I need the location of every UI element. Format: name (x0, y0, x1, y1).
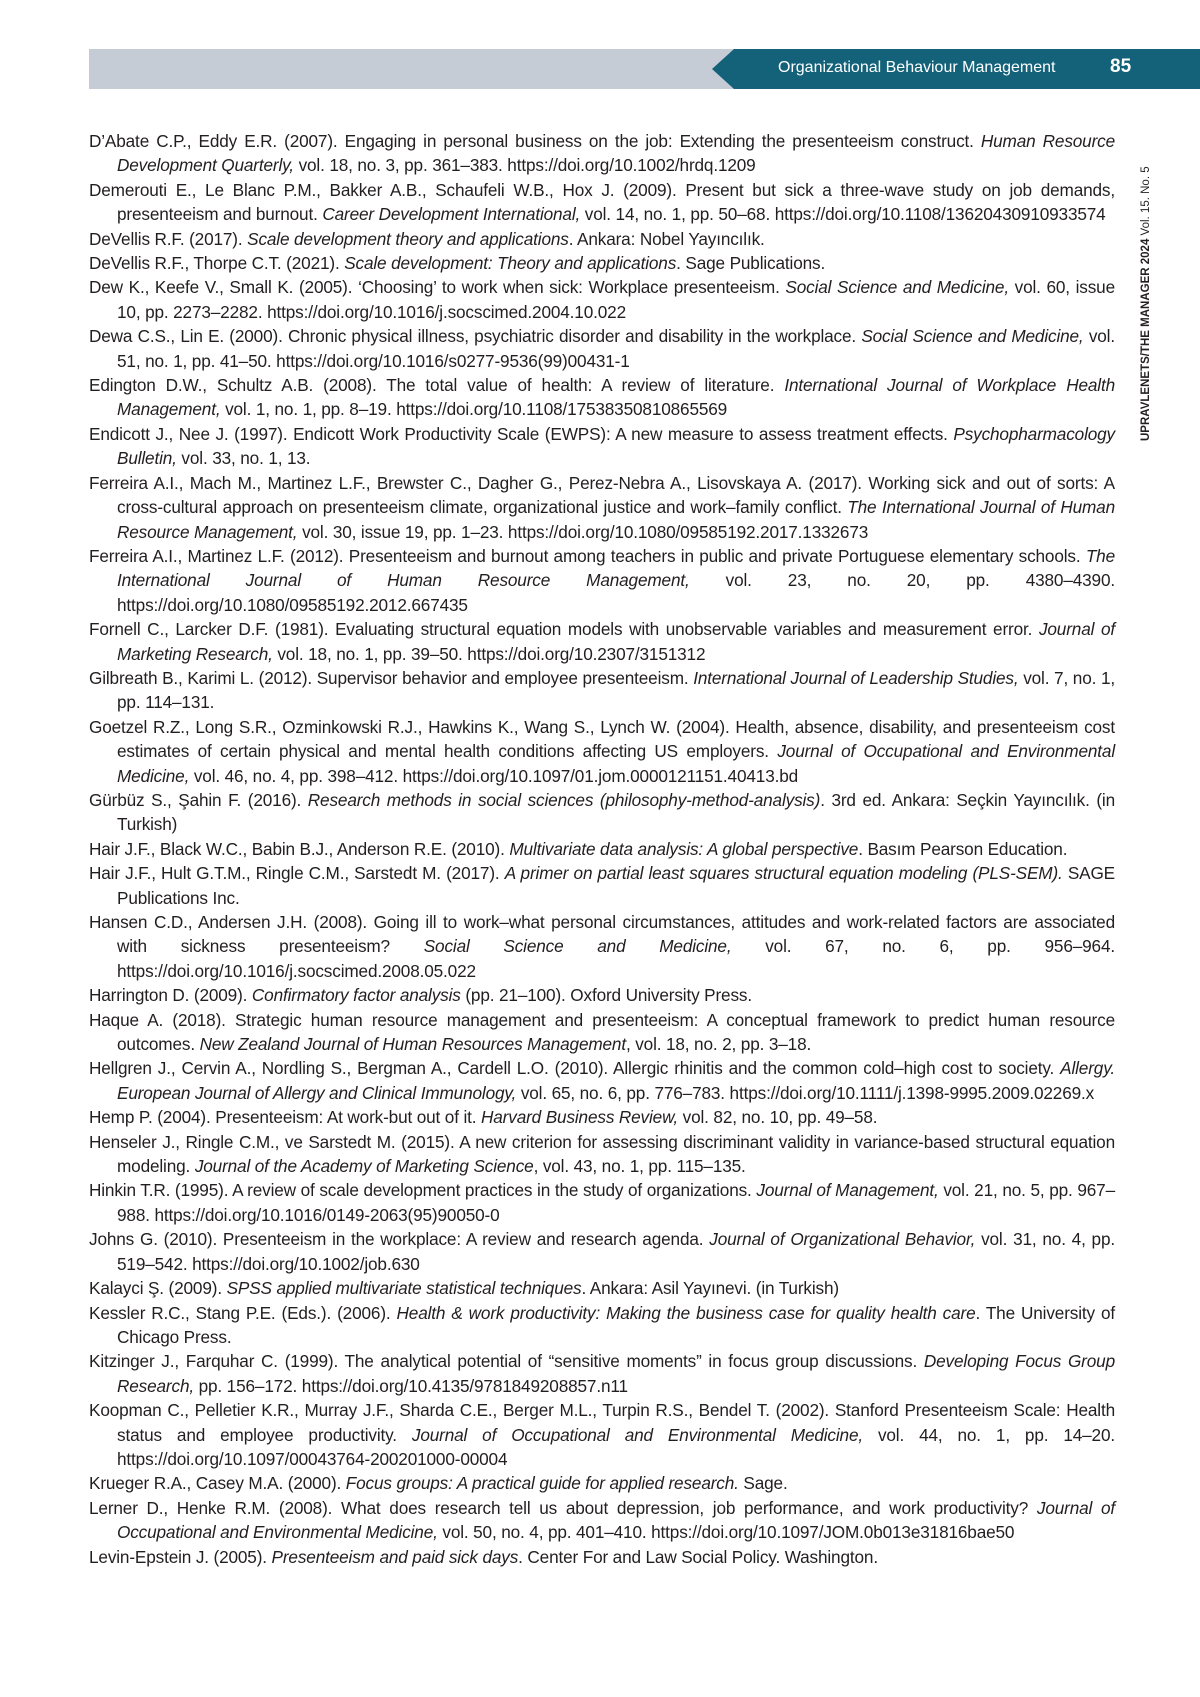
reference-details: . 3rd ed. Ankara: Seçkin Yayıncılık. (in Turkish) (117, 789, 1115, 835)
reference-source-title: Scale development: Theory and applications (344, 253, 677, 274)
reference-details: vol. 14, no. 1, pp. 50–68. https://doi.org/10.1108/13620430910933574 (580, 204, 1106, 225)
reference-text: Dew K., Keefe V., Small K. (2005). ‘Choosing’ to work when sick: Workplace presenteeism. (89, 277, 786, 298)
reference-text: Hellgren J., Cervin A., Nordling S., Bergman A., Cardell L.O. (2010). Allergic rhinitis and the common cold–high cost to society. (89, 1058, 1061, 1079)
reference-details: vol. 82, no. 10, pp. 49–58. (678, 1107, 878, 1128)
reference-item (89, 1496, 1115, 1545)
reference-item (89, 129, 1115, 178)
reference-source-title: Research methods in social sciences (philosophy-method-analysis) (307, 789, 821, 810)
reference-source-title: The International Journal of Human Resource Management, (117, 545, 1115, 591)
reference-details: . Ankara: Asil Yayınevi. (in Turkish) (581, 1278, 839, 1299)
reference-source-title: Focus groups: A practical guide for applied research. (345, 1473, 739, 1494)
running-head-title: Organizational Behaviour Management (778, 59, 1056, 76)
reference-text: Demerouti E., Le Blanc P.M., Bakker A.B., Schaufeli W.B., Hox J. (2009). Present but sick a three-wave study on job demands, presenteeism and burnout. (89, 179, 1115, 225)
reference-source-title: Presenteeism and paid sick days (271, 1546, 519, 1567)
reference-details: vol. 60, issue 10, pp. 2273–2282. https://doi.org/10.1016/j.socscimed.2004.10.022 (117, 277, 1115, 322)
reference-source-title: Social Science and Medicine, (423, 936, 732, 957)
reference-details: , vol. 18, no. 2, pp. 3–18. (625, 1034, 812, 1055)
reference-source-title: Multivariate data analysis: A global perspective (509, 838, 859, 859)
reference-item (89, 373, 1115, 422)
reference-item (89, 471, 1115, 544)
reference-item (89, 227, 1115, 251)
reference-details: vol. 7, no. 1, pp. 114–131. (117, 667, 1115, 713)
reference-details: vol. 33, no. 1, 13. (176, 448, 311, 469)
reference-text: DeVellis R.F. (2017). (89, 228, 248, 249)
reference-text: Gilbreath B., Karimi L. (2012). Supervisor behavior and employee presenteeism. (89, 667, 694, 688)
reference-text: Krueger R.A., Casey M.A. (2000). (89, 1473, 346, 1494)
reference-source-title: Journal of Organizational Behavior, (709, 1229, 976, 1250)
reference-text: Fornell C., Larcker D.F. (1981). Evaluating structural equation models with unobservable variables and measurement error. (89, 619, 1039, 640)
reference-item (89, 1178, 1115, 1227)
reference-text: Johns G. (2010). Presenteeism in the workplace: A review and research agenda. (89, 1229, 710, 1250)
reference-text: Gürbüz S., Şahin F. (2016). (89, 789, 308, 810)
reference-details: . The University of Chicago Press. (117, 1302, 1115, 1347)
reference-item (89, 1130, 1115, 1179)
reference-text: Ferreira A.I., Martinez L.F. (2012). Presenteeism and burnout among teachers in public and private Portuguese elementary schools. (89, 545, 1086, 566)
reference-source-title: International Journal of Workplace Health Management, (117, 375, 1115, 420)
reference-item (89, 983, 1115, 1007)
reference-source-title: Career Development International, (322, 204, 581, 225)
reference-text: Harrington D. (2009). (89, 985, 252, 1006)
reference-source-title: Health & work productivity: Making the business case for quality health care (396, 1302, 976, 1323)
reference-details: vol. 31, no. 4, pp. 519–542. https://doi.org/10.1002/job.630 (117, 1229, 1116, 1274)
reference-text: D’Abate C.P., Eddy E.R. (2007). Engaging in personal business on the job: Extending the presenteeism construct. (89, 131, 981, 151)
reference-source-title: New Zealand Journal of Human Resources Management (199, 1034, 626, 1055)
reference-text: Hair J.F., Hult G.T.M., Ringle C.M., Sarstedt M. (2017). (89, 863, 505, 884)
reference-details: . Basım Pearson Education. (858, 838, 1068, 859)
reference-item (89, 1227, 1115, 1276)
reference-details: vol. 44, no. 1, pp. 14–20. https://doi.org/10.1097/00043764-200201000-00004 (117, 1424, 1116, 1469)
reference-item (89, 251, 1115, 275)
reference-details: pp. 156–172. https://doi.org/10.4135/9781849208857.n11 (193, 1375, 628, 1396)
reference-details: . Ankara: Nobel Yayıncılık. (568, 228, 765, 249)
reference-item (89, 1349, 1115, 1398)
reference-source-title: Journal of Occupational and Environmental Medicine, (411, 1424, 863, 1445)
reference-details: vol. 67, no. 6, pp. 956–964. https://doi.org/10.1016/j.socscimed.2008.05.022 (117, 936, 1115, 981)
reference-item (89, 1276, 1115, 1300)
reference-source-title: Human Resource Development Quarterly, (117, 131, 1116, 176)
reference-details: vol. 46, no. 4, pp. 398–412. https://doi.org/10.1097/01.jom.0000121151.40413.bd (189, 765, 799, 786)
reference-item (89, 1008, 1115, 1057)
reference-item (89, 1545, 1115, 1569)
reference-text: Levin-Epstein J. (2005). (89, 1546, 272, 1567)
reference-item (89, 861, 1115, 910)
reference-text: Goetzel R.Z., Long S.R., Ozminkowski R.J., Hawkins K., Wang S., Lynch W. (2004). Health, absence, disability, and presenteeism cost estimates of certain physical and mental health conditions affecting US employers. (89, 716, 1115, 762)
reference-item (89, 178, 1115, 227)
reference-source-title: A primer on partial least squares structural equation modeling (PLS-SEM). (504, 863, 1063, 884)
reference-details: vol. 50, no. 4, pp. 401–410. https://doi.org/10.1097/JOM.0b013e31816bae50 (437, 1522, 1015, 1543)
reference-details: vol. 21, no. 5, pp. 967–988. https://doi.org/10.1016/0149-2063(95)90050-0 (117, 1180, 1115, 1225)
reference-details: vol. 30, issue 19, pp. 1–23. https://doi.org/10.1080/09585192.2017.1332673 (297, 521, 869, 542)
reference-item (89, 544, 1115, 617)
reference-source-title: Psychopharmacology Bulletin, (117, 423, 1115, 469)
reference-text: Koopman C., Pelletier K.R., Murray J.F., Sharda C.E., Berger M.L., Turpin R.S., Bendel T. (2002). Stanford Presenteeism Scale: Health status and employee productivity. (89, 1400, 1115, 1445)
reference-list (89, 129, 1115, 1569)
side-journal-label (1139, 111, 1153, 441)
reference-source-title: Social Science and Medicine, (861, 326, 1084, 347)
reference-item (89, 910, 1115, 983)
reference-text: Lerner D., Henke R.M. (2008). What does research tell us about depression, job performance, and work productivity? (89, 1497, 1037, 1518)
reference-item (89, 666, 1115, 715)
reference-source-title: Confirmatory factor analysis (251, 985, 461, 1006)
reference-text: Dewa C.S., Lin E. (2000). Chronic physical illness, psychiatric disorder and disability in the workplace. (89, 326, 862, 347)
reference-text: Hemp P. (2004). Presenteeism: At work-but out of it. (89, 1107, 482, 1128)
reference-text: Henseler J., Ringle C.M., ve Sarstedt M. (2015). A new criterion for assessing discriminant validity in variance-based structural equation modeling. (89, 1131, 1115, 1177)
reference-source-title: Allergy. European Journal of Allergy and Clinical Immunology, (117, 1058, 1115, 1103)
reference-source-title: Scale development theory and applications (247, 228, 569, 249)
reference-text: Hinkin T.R. (1995). A review of scale development practices in the study of organizations. (89, 1180, 757, 1201)
reference-item (89, 1056, 1115, 1105)
reference-details: vol. 18, no. 1, pp. 39–50. https://doi.org/10.2307/3151312 (272, 643, 706, 664)
reference-item (89, 1471, 1115, 1495)
reference-source-title: Developing Focus Group Research, (117, 1351, 1115, 1396)
side-journal-name: UPRAVLENETS/THE MANAGER 2024 (1140, 238, 1152, 441)
reference-item (89, 275, 1115, 324)
reference-source-title: Social Science and Medicine, (785, 277, 1009, 298)
reference-item (89, 422, 1115, 471)
reference-item (89, 617, 1115, 666)
reference-source-title: Journal of the Academy of Marketing Science (194, 1156, 534, 1177)
reference-text: Kitzinger J., Farquhar C. (1999). The analytical potential of “sensitive moments” in focus group discussions. (89, 1351, 924, 1372)
reference-details: . Center For and Law Social Policy. Washington. (518, 1546, 878, 1567)
reference-details: . Sage Publications. (676, 253, 826, 274)
reference-text: Edington D.W., Schultz A.B. (2008). The total value of health: A review of literature. (89, 375, 785, 396)
reference-source-title: The International Journal of Human Resource Management, (117, 497, 1116, 542)
reference-text: Endicott J., Nee J. (1997). Endicott Work Productivity Scale (EWPS): A new measure to assess treatment effects. (89, 423, 954, 444)
page-number: 85 (1110, 56, 1132, 77)
reference-text: Kalayci Ş. (2009). (89, 1278, 227, 1299)
reference-text: Ferreira A.I., Mach M., Martinez L.F., Brewster C., Dagher G., Perez-Nebra A., Lisovskaya A. (2017). Working sick and out of sorts: A cross-cultural approach on presenteeism climate, organizational justice and work–family conflict. (89, 472, 1115, 518)
reference-details: vol. 23, no. 20, pp. 4380–4390. https://doi.org/10.1080/09585192.2012.667435 (117, 570, 1115, 615)
reference-details: vol. 51, no. 1, pp. 41–50. https://doi.org/10.1016/s0277-9536(99)00431-1 (117, 326, 1115, 371)
reference-source-title: Harvard Business Review, (481, 1107, 679, 1128)
reference-source-title: Journal of Occupational and Environmental Medicine, (117, 741, 1115, 786)
reference-item (89, 715, 1115, 788)
reference-item (89, 324, 1115, 373)
reference-text: Hair J.F., Black W.C., Babin B.J., Anderson R.E. (2010). (89, 838, 510, 859)
reference-item (89, 1301, 1115, 1350)
reference-details: , vol. 43, no. 1, pp. 115–135. (533, 1156, 746, 1177)
reference-item (89, 1398, 1115, 1471)
reference-source-title: Journal of Occupational and Environmental Medicine, (117, 1497, 1115, 1543)
reference-source-title: SPSS applied multivariate statistical techniques (226, 1278, 582, 1299)
reference-details: (pp. 21–100). Oxford University Press. (460, 985, 752, 1006)
reference-item (89, 837, 1115, 861)
reference-item (89, 788, 1115, 837)
reference-details: vol. 65, no. 6, pp. 776–783. https://doi.org/10.1111/j.1398-9995.2009.02269.x (516, 1082, 1095, 1103)
reference-source-title: International Journal of Leadership Studies, (693, 667, 1019, 688)
reference-text: Kessler R.C., Stang P.E. (Eds.). (2006). (89, 1302, 397, 1323)
side-volume: Vol. 15. No. 5 (1140, 166, 1152, 236)
reference-source-title: Journal of Management, (756, 1180, 939, 1201)
reference-details: Sage. (738, 1473, 788, 1494)
reference-details: vol. 1, no. 1, pp. 8–19. https://doi.org/10.1108/17538350810865569 (220, 399, 728, 420)
reference-details: vol. 18, no. 3, pp. 361–383. https://doi.org/10.1002/hrdq.1209 (293, 155, 756, 176)
reference-text: Haque A. (2018). Strategic human resource management and presenteeism: A conceptual framework to predict human resource outcomes. (89, 1009, 1115, 1055)
reference-details: SAGE Publications Inc. (117, 863, 1115, 908)
reference-source-title: Journal of Marketing Research, (117, 619, 1116, 664)
reference-text: DeVellis R.F., Thorpe C.T. (2021). (89, 253, 345, 274)
reference-text: Hansen C.D., Andersen J.H. (2008). Going ill to work–what personal circumstances, attitudes and work-related factors are associated with sickness presenteeism? (89, 912, 1115, 957)
reference-item (89, 1105, 1115, 1129)
